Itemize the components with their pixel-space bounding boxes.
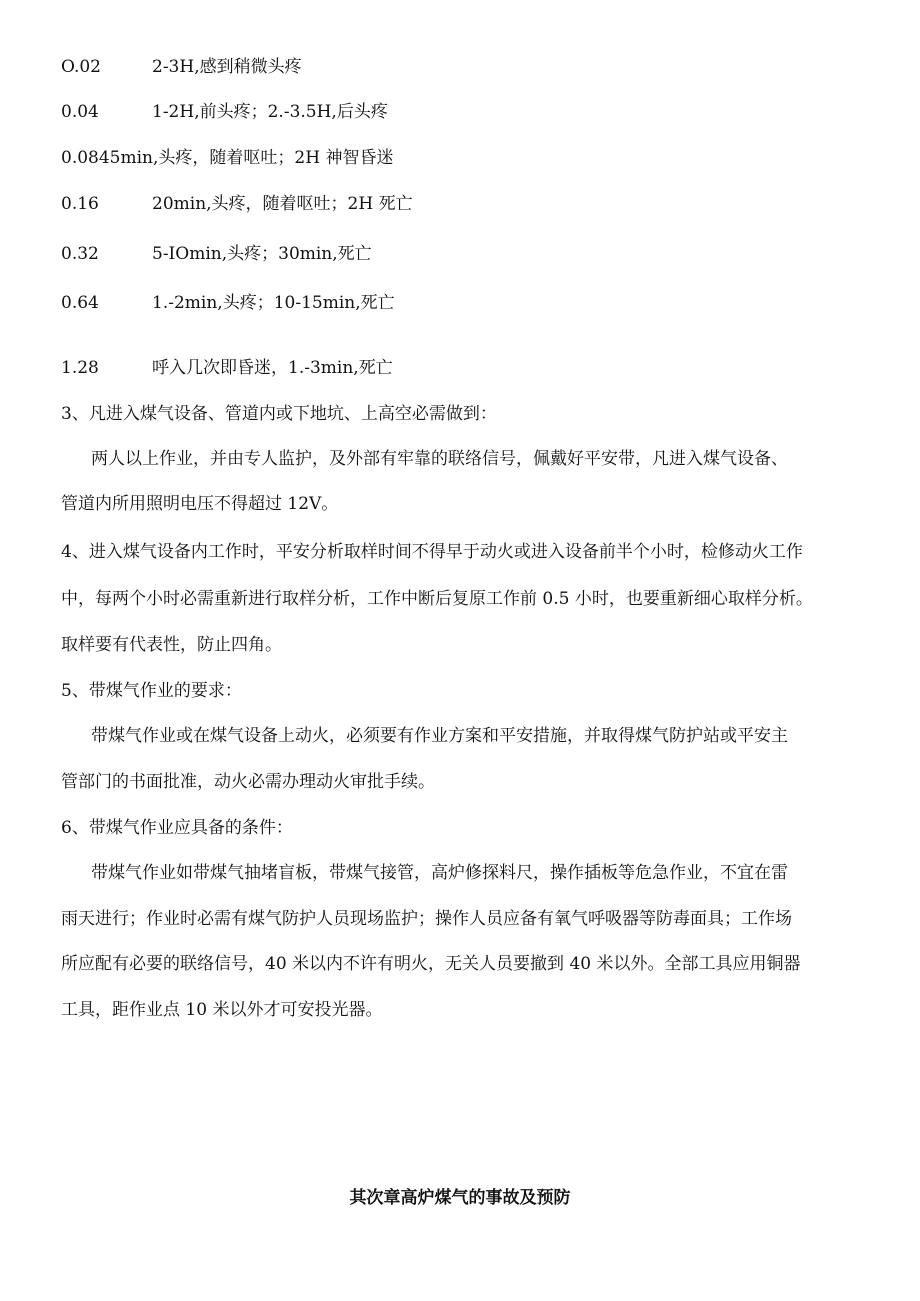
effect-text: 2-3H,感到稍微头疼 [152, 57, 302, 77]
table-row [61, 291, 395, 315]
concentration-value: 0.16 [61, 194, 99, 214]
effect-text: 1.-2min,头疼；10-15min,死亡 [152, 293, 395, 313]
section-4-line: 中，每两个小时必需重新进行取样分析，工作中断后复原工作前 0.5 小时，也要重新细心取样分析。 [61, 589, 813, 609]
concentration-value: 0.32 [61, 244, 99, 264]
section-6-body-line: 雨天进行；作业时必需有煤气防护人员现场监护；操作人员应备有氧气呼吸器等防毒面具；工作场 [61, 909, 792, 929]
section-3-body-line: 两人以上作业，并由专人监护，及外部有牢靠的联络信号，佩戴好平安带，凡进入煤气设备、 [91, 449, 788, 469]
table-row [61, 242, 372, 266]
concentration-value: 0.08 [61, 148, 99, 168]
effect-text: 1-2H,前头疼；2.-3.5H,后头疼 [152, 102, 388, 122]
effect-text: 45min,头疼，随着呕吐；2H 神智昏迷 [98, 148, 394, 168]
section-4-line: 取样要有代表性，防止四角。 [61, 635, 282, 655]
section-3-body-line: 管道内所用照明电压不得超过 12V。 [61, 494, 339, 514]
concentration-value: 1.28 [61, 358, 99, 378]
section-5-body-line: 管部门的书面批准，动火必需办理动火审批手续。 [61, 772, 435, 792]
table-row [61, 192, 413, 216]
section-6-body-line: 工具，距作业点 10 米以外才可安投光器。 [61, 1000, 383, 1020]
table-row [61, 55, 302, 79]
table-row [61, 146, 393, 170]
effect-text: 20min,头疼，随着呕吐；2H 死亡 [152, 194, 413, 214]
concentration-value: 0.04 [61, 102, 99, 122]
section-6-body-line: 带煤气作业如带煤气抽堵盲板，带煤气接管，高炉修探料尺，操作插板等危急作业，不宜在雷 [91, 863, 788, 883]
concentration-value: O.02 [61, 57, 101, 77]
table-row [61, 100, 388, 124]
effect-text: 呼入几次即昏迷，1.-3min,死亡 [152, 358, 393, 378]
section-5-heading: 5、带煤气作业的要求： [61, 681, 242, 701]
section-3-heading: 3、凡进入煤气设备、管道内或下地坑、上高空必需做到： [61, 404, 497, 424]
section-5-body-line: 带煤气作业或在煤气设备上动火，必须要有作业方案和平安措施，并取得煤气防护站或平安主 [91, 726, 788, 746]
section-6-heading: 6、带煤气作业应具备的条件： [61, 818, 293, 838]
table-row [61, 356, 393, 380]
section-6-body-line: 所应配有必要的联络信号，40 米以内不许有明火，无关人员要撤到 40 米以外。全部工具应用铜器 [61, 954, 801, 974]
concentration-value: 0.64 [61, 293, 99, 313]
chapter-title: 其次章高炉煤气的事故及预防 [349, 1188, 571, 1208]
effect-text: 5-IOmin,头疼；30min,死亡 [152, 244, 372, 264]
section-4-line: 4、进入煤气设备内工作时，平安分析取样时间不得早于动火或进入设备前半个小时，检修动火工作 [61, 542, 803, 562]
